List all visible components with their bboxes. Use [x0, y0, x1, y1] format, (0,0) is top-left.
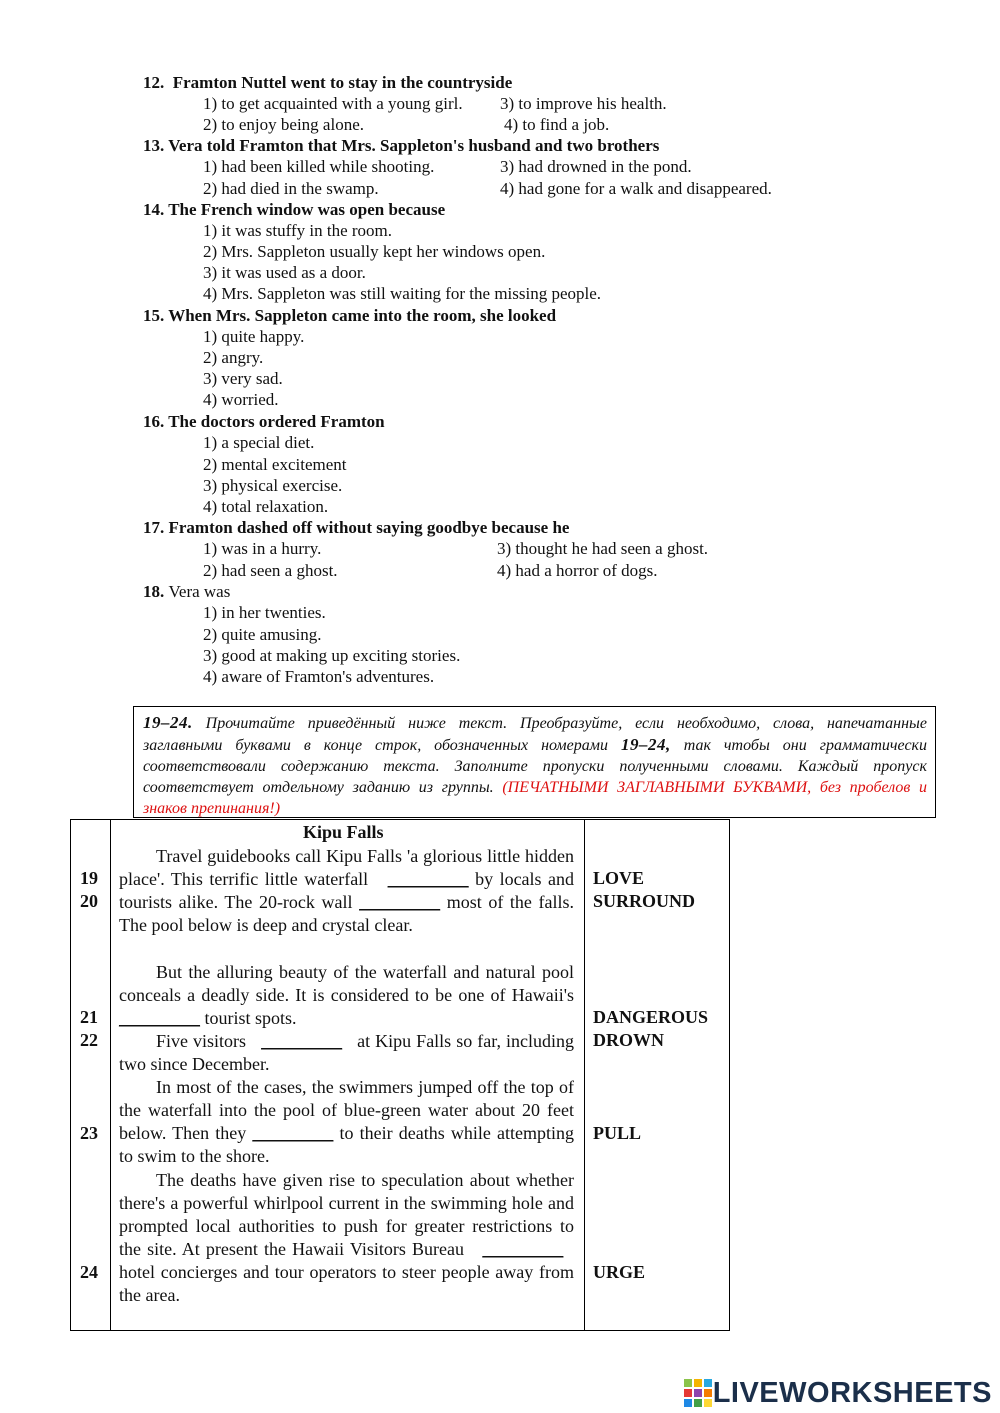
option: 2) had seen a ghost.	[203, 561, 338, 580]
option: 1) had been killed while shooting.	[203, 157, 435, 176]
option: 1) in her twenties.	[203, 603, 326, 622]
instruction-note: (ПЕЧАТНЫМИ ЗАГЛАВНЫМИ БУКВАМИ, без пробелов и знаков препинания!)	[143, 779, 927, 817]
question-12: 12. Framton Nuttel went to stay in the countryside	[143, 73, 513, 92]
answer-blank-24[interactable]: _________	[482, 1239, 564, 1259]
option: 1) to get acquainted with a young girl.	[203, 94, 463, 113]
option: 3) to improve his health.	[500, 94, 667, 113]
option: 1) was in a hurry.	[203, 539, 322, 558]
option: 3) good at making up exciting stories.	[203, 646, 461, 665]
option: 3) very sad.	[203, 369, 283, 388]
instruction-text: так чтобы они грамматически соответствовали содержанию текста. Заполните пропуски полученными словами. Каждый пропуск соответствует отдельному заданию из группы.	[143, 737, 928, 796]
item-number: 24	[80, 1262, 98, 1282]
text-paragraph: The deaths have given rise to speculation about whether there's a powerful whirlpool current in the swimming hole and prompted local authorities to push for greater restrictions to the site. At present the Hawaii Visitors Bureau _________ hotel concierges and tour operators to steer people away from the area.	[119, 1170, 574, 1305]
text-paragraph: In most of the cases, the swimmers jumped off the top of the waterfall into the pool of blue-green water about 20 feet below. Then they _________ to their deaths while attempting to swim to the shore.	[119, 1077, 575, 1166]
answer-blank-22[interactable]: _________	[261, 1031, 343, 1051]
option: 4) worried.	[203, 390, 279, 409]
option: 4) to find a job.	[504, 115, 610, 134]
item-number: 21	[80, 1007, 98, 1027]
instruction-range: 19–24.	[143, 713, 193, 732]
option: 2) had died in the swamp.	[203, 179, 379, 198]
keyword: URGE	[593, 1262, 646, 1282]
option: 4) had a horror of dogs.	[497, 561, 658, 580]
item-number: 19	[80, 868, 98, 888]
question-16: 16. The doctors ordered Framton	[143, 412, 385, 431]
instruction-box	[133, 706, 936, 818]
instruction-text: Прочитайте приведённый ниже текст. Преобразуйте, если необходимо, слова, напечатанные заглавными буквами в конце строк, обозначенных номерами	[143, 715, 927, 754]
option: 1) a special diet.	[203, 433, 315, 452]
divider	[110, 820, 111, 1330]
option: 3) had drowned in the pond.	[500, 157, 692, 176]
instruction-range: 19–24,	[620, 735, 671, 754]
option: 2) Mrs. Sappleton usually kept her windows open.	[203, 242, 546, 261]
answer-blank-19[interactable]: _________	[387, 869, 469, 889]
option: 4) had gone for a walk and disappeared.	[500, 179, 772, 198]
keyword: LOVE	[593, 868, 645, 888]
item-number: 20	[80, 891, 98, 911]
option: 1) it was stuffy in the room.	[203, 221, 393, 240]
answer-blank-20[interactable]: _________	[359, 892, 441, 912]
option: 3) physical exercise.	[203, 476, 343, 495]
question-18: 18. Vera was	[143, 582, 231, 601]
option: 4) aware of Framton's adventures.	[203, 667, 435, 686]
option: 3) it was used as a door.	[203, 263, 366, 282]
keyword: PULL	[593, 1123, 642, 1143]
text-paragraph: Five visitors _________ at Kipu Falls so far, including two since December.	[119, 1031, 574, 1074]
text-paragraph: Travel guidebooks call Kipu Falls 'a glorious little hidden place'. This terrific little waterfall _________ by locals and tourists alike. The 20-rock wall _________ most of the falls. The pool below is deep and crystal clear.	[119, 846, 575, 935]
option: 4) Mrs. Sappleton was still waiting for the missing people.	[203, 284, 602, 303]
option: 2) quite amusing.	[203, 625, 322, 644]
keyword: DANGEROUS	[593, 1007, 709, 1027]
item-number: 22	[80, 1030, 98, 1050]
keyword: DROWN	[593, 1030, 664, 1050]
option: 1) quite happy.	[203, 327, 305, 346]
liveworksheets-logo	[683, 1378, 992, 1408]
option: 3) thought he had seen a ghost.	[497, 539, 709, 558]
logo-text: LIVEWORKSHEETS	[712, 1376, 992, 1409]
question-17: 17. Framton dashed off without saying goodbye because he	[143, 518, 570, 537]
text-title: Kipu Falls	[303, 822, 384, 842]
option: 2) angry.	[203, 348, 264, 367]
text-paragraph: But the alluring beauty of the waterfall and natural pool conceals a deadly side. It is considered to be one of Hawaii's _________ tourist spots.	[119, 962, 574, 1028]
liveworksheets-logo-icon	[683, 1378, 713, 1408]
question-15: 15. When Mrs. Sappleton came into the room, she looked	[143, 306, 557, 325]
divider	[584, 820, 585, 1330]
option: 2) to enjoy being alone.	[203, 115, 364, 134]
keyword: SURROUND	[593, 891, 696, 911]
answer-blank-21[interactable]: _________	[119, 1008, 200, 1028]
question-13: 13. Vera told Framton that Mrs. Sappleton's husband and two brothers	[143, 136, 660, 155]
item-number: 23	[80, 1123, 98, 1143]
answer-blank-23[interactable]: _________	[252, 1123, 334, 1143]
question-14: 14. The French window was open because	[143, 200, 446, 219]
option: 4) total relaxation.	[203, 497, 329, 516]
option: 2) mental excitement	[203, 455, 347, 474]
